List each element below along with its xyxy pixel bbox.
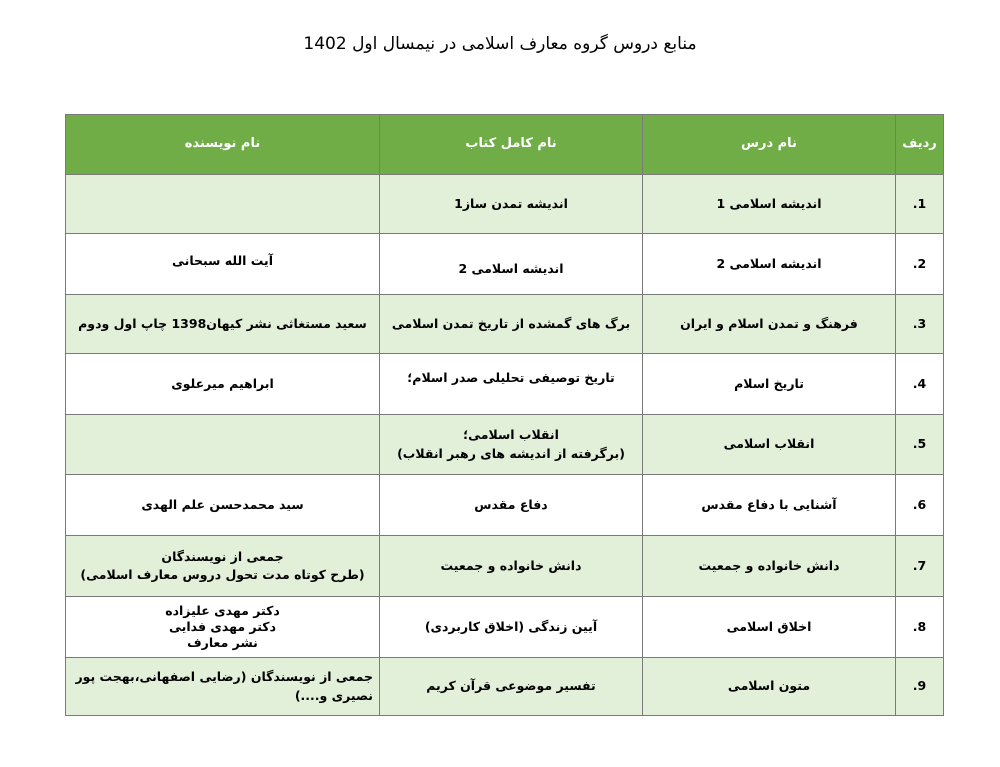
table-header-row <box>66 115 944 175</box>
author-line: جمعی از نویسندگان (رضایی اصفهانی،بهجت پور <box>75 669 373 685</box>
author <box>66 475 380 536</box>
row-number: 7. <box>896 536 944 597</box>
book-title <box>380 475 643 536</box>
row-number: 3. <box>896 295 944 354</box>
book-title-line: آیین زندگی (اخلاق کاربردی) <box>424 618 598 634</box>
author <box>66 175 380 234</box>
course-name: اندیشه اسلامی 2 <box>643 234 896 295</box>
course-name: تاریخ اسلام <box>643 354 896 415</box>
book-title <box>380 175 643 234</box>
course-name: انقلاب اسلامی <box>643 415 896 475</box>
author <box>66 234 380 295</box>
author-line: سعید مستغاثی نشر کیهان1398 چاپ اول ودوم <box>78 315 367 331</box>
book-title-line: دفاع مقدس <box>474 496 548 512</box>
book-title-line: دانش خانواده و جمعیت <box>440 557 582 573</box>
author <box>66 658 380 716</box>
book-title-line: تاریخ توصیفی تحلیلی صدر اسلام؛ <box>407 369 615 385</box>
course-name: اخلاق اسلامی <box>643 597 896 658</box>
book-title-line: (برگرفته از اندیشه های رهبر انقلاب) <box>397 445 625 461</box>
table-row <box>66 536 944 597</box>
book-title-line: برگ های گمشده از تاریخ تمدن اسلامی <box>391 315 631 331</box>
author-line: نصیری و....) <box>294 687 373 703</box>
author-line: دکتر مهدی فدایی <box>169 618 276 634</box>
author <box>66 295 380 354</box>
book-title-line: اندیشه اسلامی 2 <box>458 260 564 276</box>
course-name: دانش خانواده و جمعیت <box>643 536 896 597</box>
book-title <box>380 295 643 354</box>
header-course-name: نام درس <box>643 115 896 175</box>
author <box>66 415 380 475</box>
book-title <box>380 354 643 415</box>
course-name: اندیشه اسلامی 1 <box>643 175 896 234</box>
author-line: سید محمدحسن علم الهدی <box>141 496 304 512</box>
row-number: 4. <box>896 354 944 415</box>
author-line: جمعی از نویسندگان <box>161 548 284 564</box>
book-title <box>380 536 643 597</box>
row-number: 1. <box>896 175 944 234</box>
author <box>66 597 380 658</box>
book-title <box>380 415 643 475</box>
book-title <box>380 597 643 658</box>
row-number: 2. <box>896 234 944 295</box>
table-row <box>66 175 944 234</box>
book-title-line: اندیشه تمدن ساز1 <box>454 195 568 211</box>
table-row <box>66 415 944 475</box>
course-name: متون اسلامی <box>643 658 896 716</box>
table-row <box>66 475 944 536</box>
row-number: 8. <box>896 597 944 658</box>
book-title-line: تفسیر موضوعی قرآن کریم <box>426 678 596 694</box>
course-name: فرهنگ و تمدن اسلام و ایران <box>643 295 896 354</box>
table-row <box>66 354 944 415</box>
header-row-number: ردیف <box>896 115 944 175</box>
row-number: 5. <box>896 415 944 475</box>
table-row <box>66 597 944 658</box>
author-line: دکتر مهدی علیزاده <box>165 602 280 618</box>
book-title <box>380 658 643 716</box>
author <box>66 354 380 415</box>
row-number: 6. <box>896 475 944 536</box>
header-author: نام نویسنده <box>66 115 380 175</box>
courses-table <box>65 114 944 716</box>
author <box>66 536 380 597</box>
page-title: منابع دروس گروه معارف اسلامی در نیمسال اول 1402 <box>303 34 697 54</box>
table-row <box>66 295 944 354</box>
author-line: آیت الله سبحانی <box>171 252 273 268</box>
book-title-line: انقلاب اسلامی؛ <box>463 427 559 443</box>
author-line: ابراهیم میرعلوی <box>171 375 274 391</box>
row-number: 9. <box>896 658 944 716</box>
course-name: آشنایی با دفاع مقدس <box>643 475 896 536</box>
author-line: نشر معارف <box>187 635 258 651</box>
author-line: (طرح کوتاه مدت تحول دروس معارف اسلامی) <box>80 567 365 582</box>
table-row <box>66 658 944 716</box>
table-row <box>66 234 944 295</box>
book-title <box>380 234 643 295</box>
header-book-title: نام کامل کتاب <box>380 115 643 175</box>
